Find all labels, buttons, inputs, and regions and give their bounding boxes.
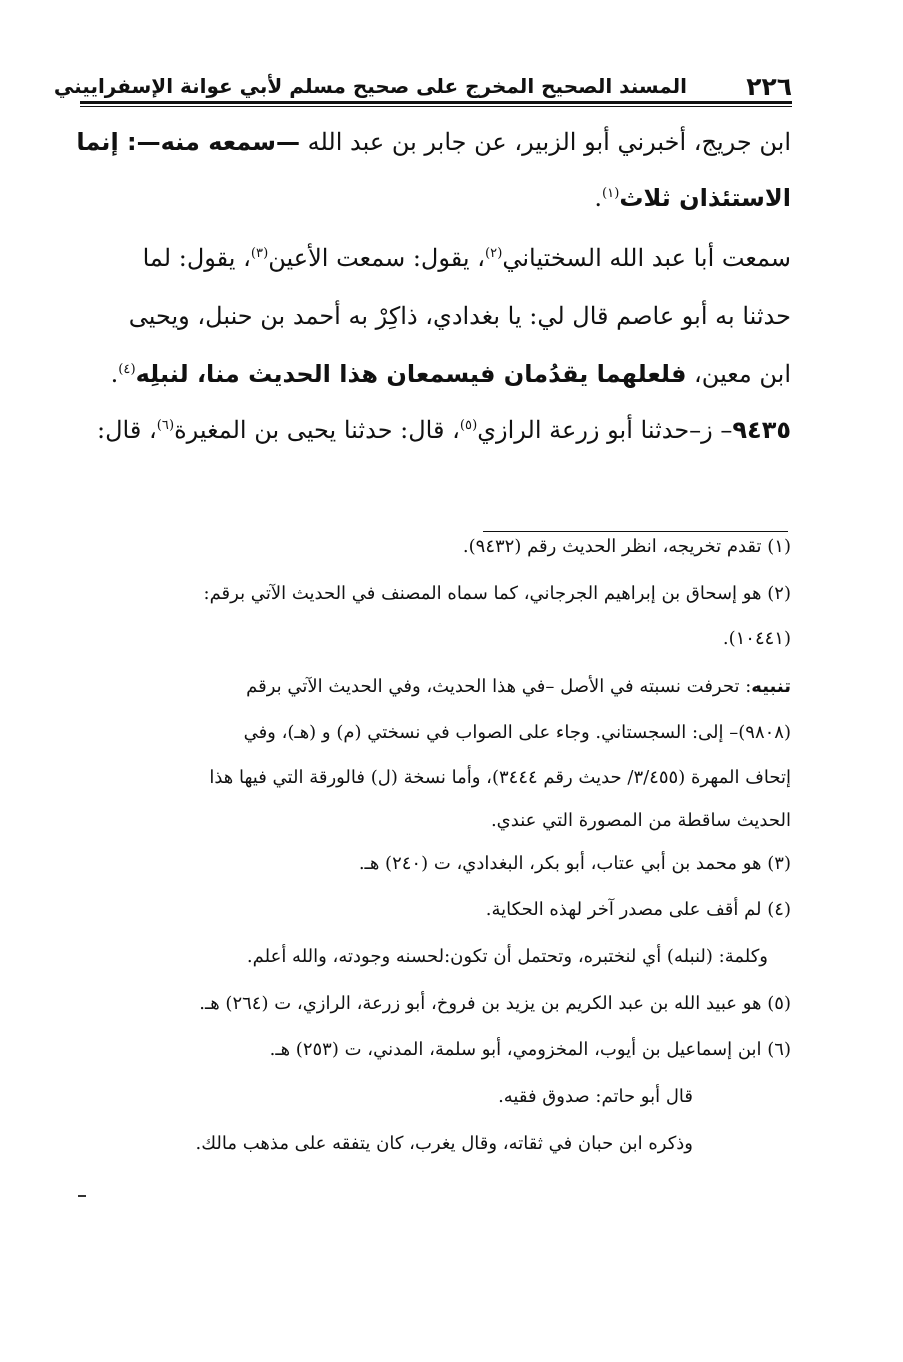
footnote-ref: (٣)	[250, 246, 269, 261]
running-title: المسند الصحيح المخرج على صحيح مسلم لأبي عوانة الإسفراييني	[53, 74, 687, 98]
hadith-9435-line: ٩٤٣٥– ز–حدثنا أبو زرعة الرازي$^{(٥)}$، قال: حدثنا يحيى بن المغيرة$^{(٦)}$، قال:	[97, 416, 791, 444]
body-line-2: الاستئذان ثلاث$^{(١)}$.	[594, 184, 791, 212]
footnote-1: (١) تقدم تخريجه، انظر الحديث رقم (٩٤٣٢).	[462, 536, 791, 557]
page-header	[53, 68, 792, 104]
footnote-4: (٤) لم أقف على مصدر آخر لهذه الحكاية.	[485, 899, 791, 920]
footnote-ref: (٦)	[156, 418, 175, 433]
footnote-6: (٦) ابن إسماعيل بن أيوب، المخزومي، أبو سلمة، المدني، ت (٢٥٣) هـ.	[269, 1039, 791, 1060]
hadith-number: ٩٤٣٥	[732, 416, 791, 444]
footnote-6-note-1: قال أبو حاتم: صدوق فقيه.	[498, 1086, 693, 1107]
footnote-ref: (٥)	[459, 418, 478, 433]
tanbih-line-2: (٩٨٠٨)– إلى: السجستاني. وجاء على الصواب في نسختي (م) و (هـ)، وفي	[243, 722, 791, 743]
footnote-ref: (١)	[602, 186, 620, 201]
page-number: ٢٢٦	[746, 72, 792, 101]
footnote-2-cont: (١٠٤٤١).	[722, 628, 791, 649]
tanbih-label: تنبيه	[751, 676, 791, 697]
header-rule-thin	[80, 106, 792, 107]
body-line-3: سمعت أبا عبد الله السختياني$^{(٢)}$، يقول: سمعت الأعين$^{(٣)}$، يقول: لما	[142, 244, 791, 272]
footnote-2: (٢) هو إسحاق بن إبراهيم الجرجاني، كما سماه المصنف في الحديث الآتي برقم:	[203, 583, 791, 604]
body-line-1: ابن جريج، أخبرني أبو الزبير، عن جابر بن عبد الله —سمعه منه—: إنما	[76, 128, 791, 156]
footnote-3: (٣) هو محمد بن أبي عتاب، أبو بكر، البغدادي، ت (٢٤٠) هـ.	[358, 853, 791, 874]
tanbih-line-4: الحديث ساقطة من المصورة التي عندي.	[490, 810, 791, 831]
page-mark	[78, 1195, 86, 1197]
tanbih-line-1: تنبيه: تحرفت نسبته في الأصل –في هذا الحديث، وفي الحديث الآتي برقم	[246, 676, 791, 697]
footnote-6-note-2: وذكره ابن حبان في ثقاته، وقال يغرب، كان يتفقه على مذهب مالك.	[195, 1133, 693, 1154]
header-rule	[80, 101, 792, 104]
tanbih-line-3: إتحاف المهرة (٣/٤٥٥/ حديث رقم ٣٤٤٤)، وأما نسخة (ل) فالورقة التي فيها هذا	[209, 767, 791, 788]
body-line-4: حدثنا به أبو عاصم قال لي: يا بغدادي، ذاكِرْ به أحمد بن حنبل، ويحيى	[128, 302, 791, 330]
body-line-5: ابن معين، فلعلهما يقدُمان فيسمعان هذا الحديث منا، لنبلِه$^{(٤)}$.	[110, 360, 791, 388]
footnote-5: (٥) هو عبيد الله بن عبد الكريم بن يزيد بن فروخ، أبو زرعة، الرازي، ت (٢٦٤) هـ.	[199, 993, 791, 1014]
footnote-ref: (٢)	[484, 246, 503, 261]
footnote-4-note: وكلمة: (لنبله) أي لنختبره، وتحتمل أن تكون:لحسنه وجودته، والله أعلم.	[246, 946, 768, 967]
footnote-separator	[483, 531, 788, 532]
footnote-ref: (٤)	[118, 362, 136, 377]
